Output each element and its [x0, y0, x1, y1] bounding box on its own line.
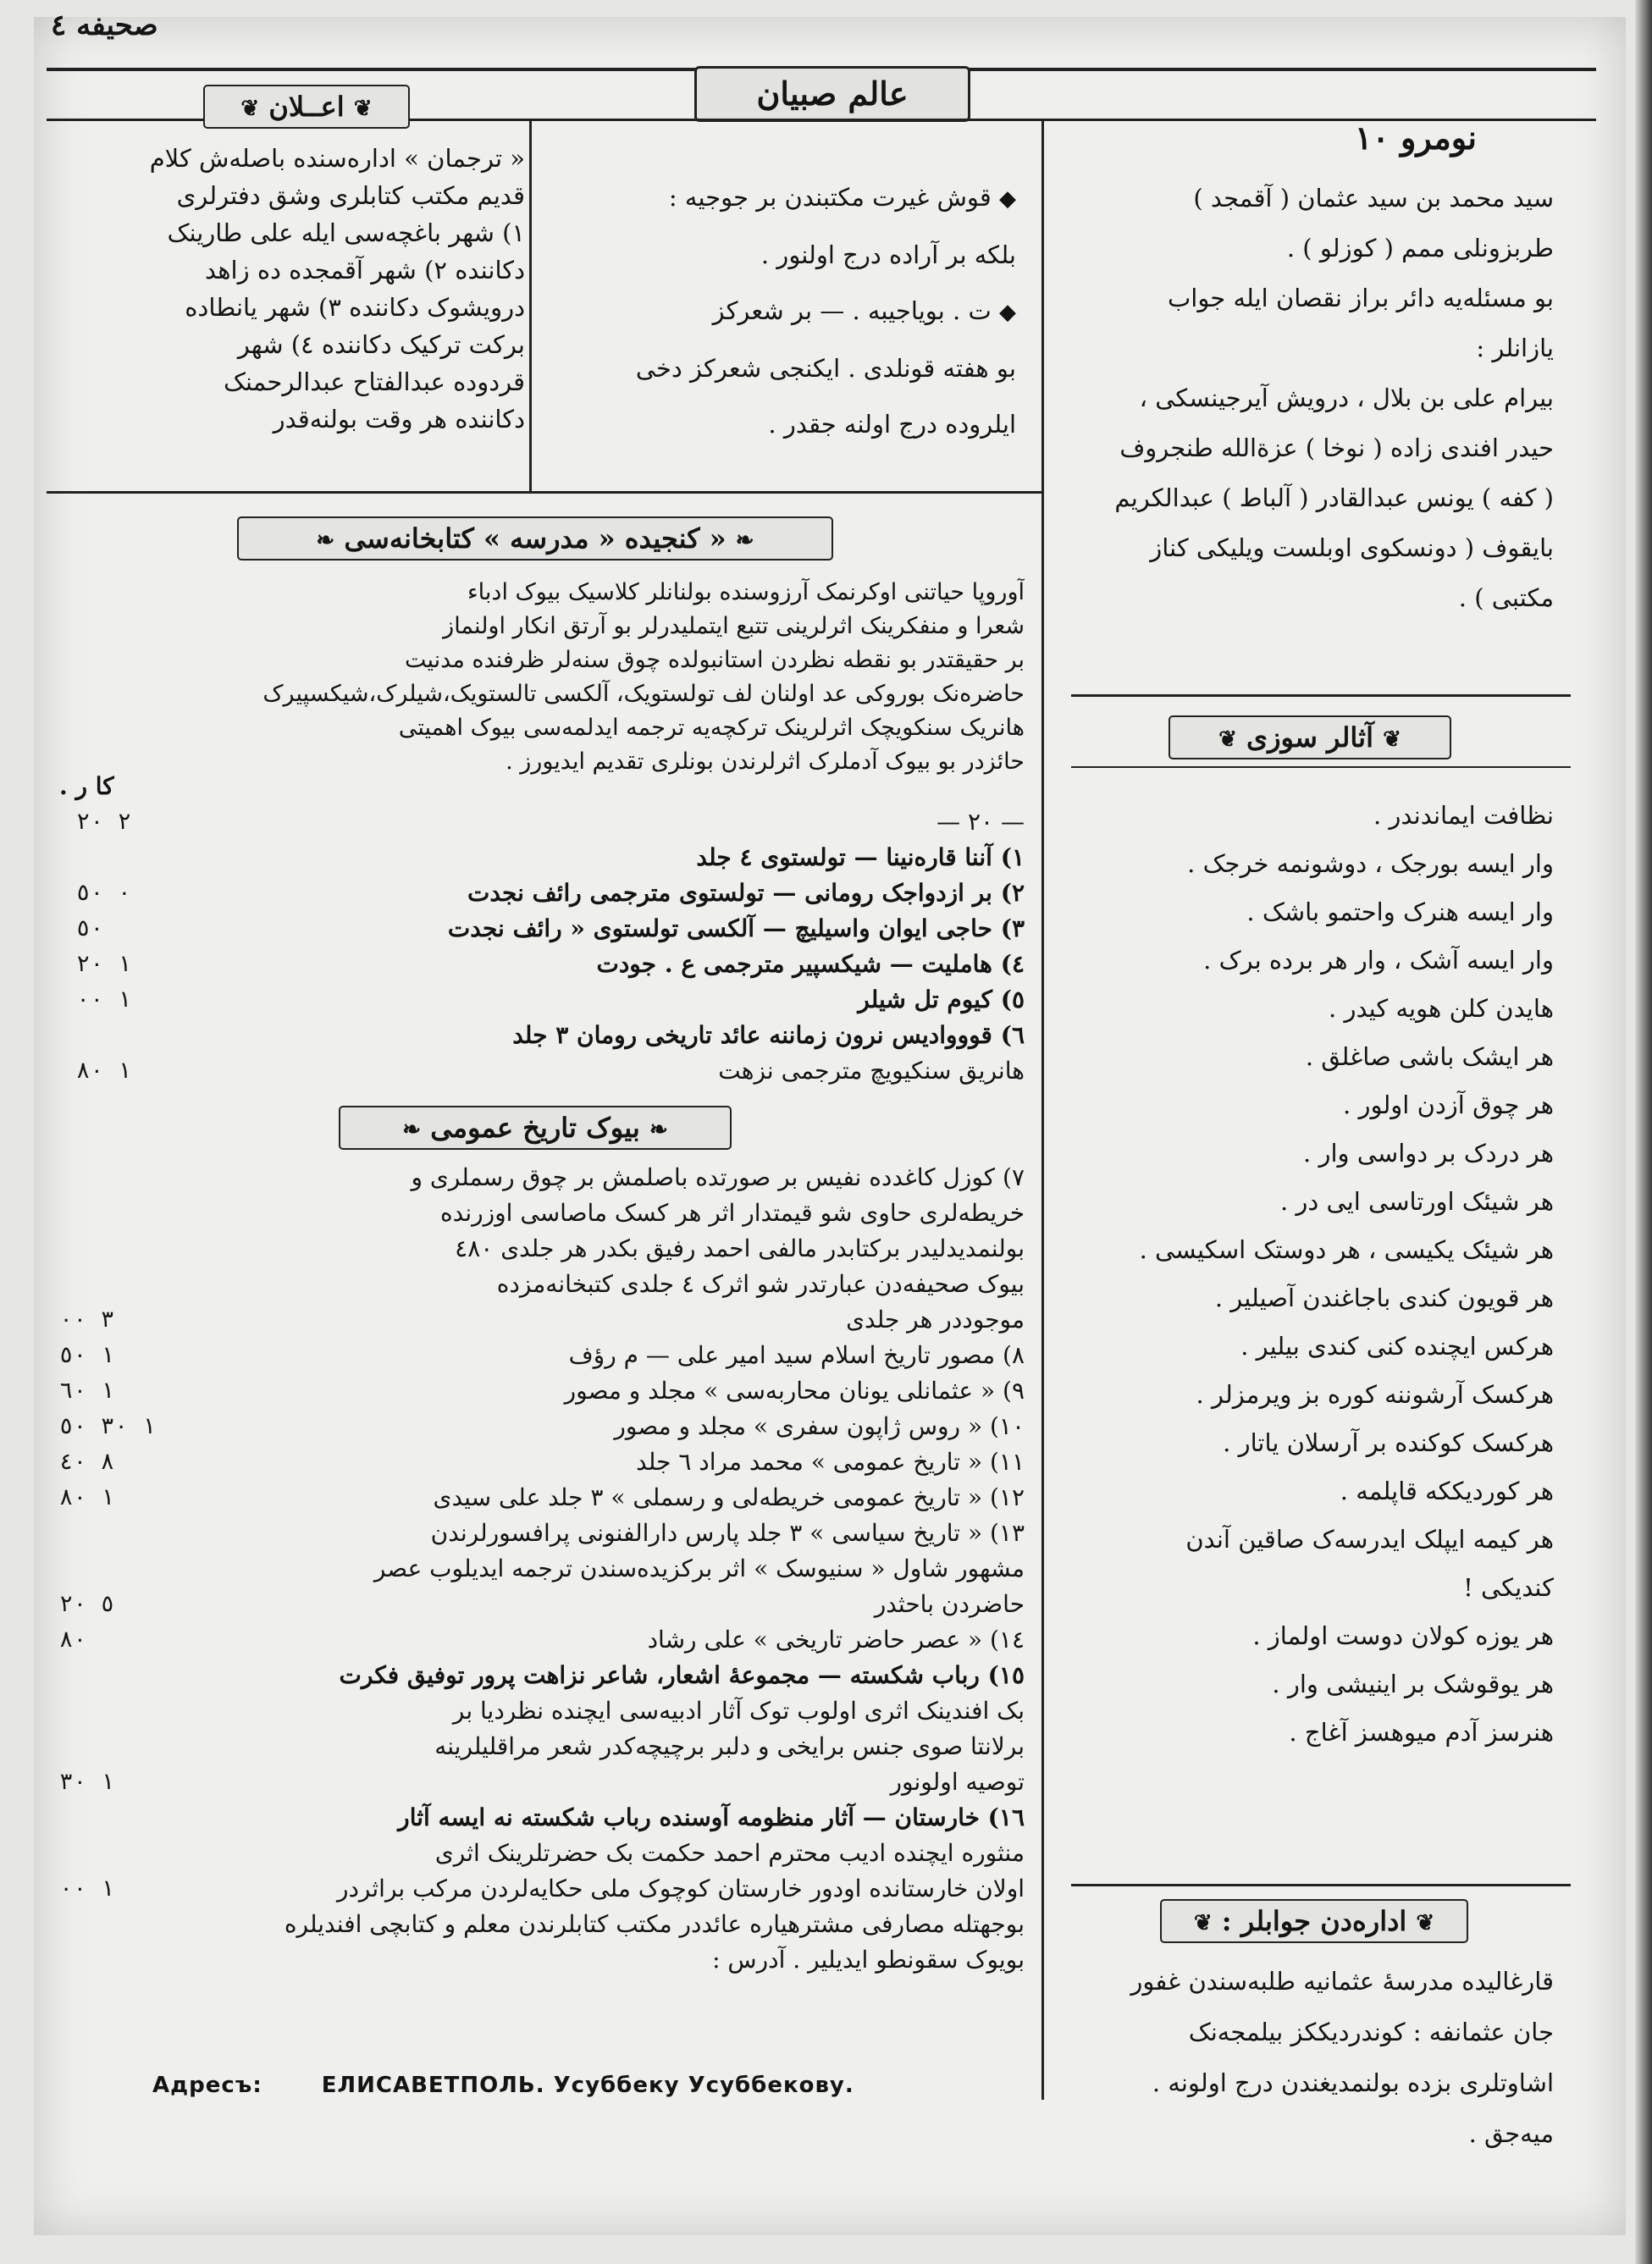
- proverb-line: هر کیمه ایپلک ایدرسەک صاقین آندن: [1185, 1525, 1554, 1554]
- proverb-line: هر قویون کندی باجاغندن آصیلیر .: [1214, 1284, 1554, 1312]
- proverb-line: وار ایسه آشک ، وار هر برده برک .: [1203, 946, 1554, 975]
- row-text: اولان خارستانده اودور خارستان کوچوک ملی حکایەلردن مرکب براثردر: [336, 1875, 1025, 1902]
- ornament-left-icon: ❦: [1416, 1910, 1435, 1936]
- item-title: ٦) قووواديس نرون زماننه عائد تاریخی رومان ٣ جلد: [512, 1021, 1025, 1049]
- proverb-line: کندیکی !: [1463, 1573, 1554, 1602]
- row-price: ١ ٣٠: [59, 1769, 115, 1795]
- intro-line: بر حقیقتدر بو نقطه نظردن استانبولده چوق سنەلر ظرفنده مدنیت: [404, 647, 1025, 673]
- reply-line: جان عثمانفه : کوندردیککز بیلمجەنک: [1188, 2018, 1554, 2046]
- ornament-left-icon: ❧: [649, 1117, 668, 1143]
- history-row: [59, 1409, 1025, 1444]
- solver-line: مکتبی ) .: [1458, 583, 1554, 612]
- ilan-line: دکانندە ٢) شهر آقمجده دە زاهد: [205, 256, 525, 284]
- ornament-right-icon: ❦: [1193, 1910, 1213, 1936]
- athar-rule: [1071, 766, 1571, 768]
- ornament-left-icon: ❧: [735, 527, 754, 554]
- publication-title: عالم صبیان: [694, 66, 970, 122]
- history-row: [59, 1693, 1025, 1729]
- page-label: صحیفه ٤: [51, 8, 158, 42]
- column-divider-top: [529, 119, 532, 491]
- row-text: بوجهتله مصارفی مشترهیاره عائددر مکتب کتابلرندن معلم و کتابچی افندیلره: [284, 1910, 1025, 1938]
- notice-line: بلکه بر آراده درج اولنور .: [760, 240, 1016, 269]
- diamond-bullet-icon: ◆: [999, 186, 1016, 212]
- row-text: بویوک سقونطو ایدیلیر . آدرس :: [712, 1946, 1025, 1974]
- row-text: بولنمدیدلیدر برکتابدر مالفی احمد رفیق بکدر هر جلدی ٤٨٠: [455, 1234, 1025, 1262]
- ilan-line: درویشوک دکاننده ٣) شهر یانطاده: [185, 293, 525, 322]
- notice-line: [542, 169, 1016, 227]
- replies-title: [1160, 1899, 1468, 1943]
- proverbs-body: [1063, 792, 1554, 1757]
- intro-line: هانریک سنکویچک اثرلرینک ترکچەیە ترجمه ایدلمەسی بیوک اهمیتی: [398, 715, 1025, 741]
- ornament-right-icon: ❧: [316, 527, 335, 554]
- address-value: ЕЛИСАВЕТПОЛЬ. Усуббеку Усуббекову.: [321, 2073, 854, 2098]
- intro-line: شعرا و منفکرینک اثرلرینی تتبع ایتملیدرلر بو آرتق انکار اولنماز: [443, 613, 1025, 639]
- solver-line: بیرام علی بن بلال ، درویش آیرجینسکی ،: [1139, 384, 1554, 412]
- notices-body: [542, 169, 1016, 452]
- ornament-left-icon: ❦: [1383, 726, 1401, 753]
- row-text: بک افندینک اثری اولوب توک آثار ادبیەسی ایچنده نظردیا بر: [452, 1697, 1025, 1725]
- row-text: ١٥) رباب شکسته — مجموعهٔ اشعار، شاعر نزاهت پرور توفیق فکرت: [339, 1661, 1025, 1689]
- item-price: ٢ ٢٠: [76, 809, 132, 835]
- history-row: [59, 1729, 1025, 1764]
- notice-line: [542, 283, 1016, 340]
- reply-line: اشاوتلری بزده بولنمدیغندن درج اولونه .: [1152, 2068, 1554, 2097]
- history-row: [59, 1942, 1025, 1978]
- replies-body: [1063, 1956, 1554, 2159]
- replies-title-text: ادارەدن جوابلر :: [1221, 1905, 1407, 1937]
- history-row: [59, 1764, 1025, 1800]
- history-title: [339, 1106, 732, 1150]
- proverb-line: نظافت ایماندندر .: [1373, 801, 1554, 830]
- proverb-line: وار ایسه هنرک واحتمو باشک .: [1246, 897, 1554, 926]
- catalogue-row: [76, 875, 1025, 911]
- proverb-line: هر چوق آزدن اولور .: [1343, 1091, 1554, 1119]
- solver-line: بایقوف ( دونسکوی اوبلست ویلیکی کناز: [1150, 533, 1554, 562]
- proverb-line: هر ایشک باشی صاغلق .: [1305, 1042, 1554, 1071]
- notice-line: ایلروده درج اولنه جقدر .: [768, 410, 1016, 439]
- catalogue-row: [76, 1018, 1025, 1053]
- row-text: ٨) مصور تاریخ اسلام سید امیر علی — م رؤف: [568, 1341, 1025, 1369]
- ilan-line: برکت ترکیک دکانندە ٤) شهر: [237, 330, 525, 359]
- history-row: [59, 1444, 1025, 1480]
- row-text: مشهور شاول « سنیوسک » اثر برکزیدەسندن ترجمه ایدیلوب عصر: [373, 1554, 1025, 1582]
- solver-line: ( کفه ) یونس عبدالقادر ( آلباط ) عبدالکریم: [1114, 483, 1554, 512]
- ilan-line: ١) شهر باغچەسی ایله علی طارینک: [167, 218, 525, 247]
- ilan-body: [51, 140, 525, 438]
- row-price: ٣ ٠٠: [59, 1306, 115, 1333]
- row-price: ١ ٨٠: [59, 1484, 115, 1510]
- history-row: [59, 1800, 1025, 1836]
- row-text: خریطەلری حاوی شو قیمتدار اثر هر کسک ماصاسی اوزرنده: [439, 1199, 1025, 1227]
- history-row: [59, 1338, 1025, 1373]
- row-price: ١ ٠٠: [59, 1875, 115, 1902]
- row-text: ٧) کوزل کاغدده نفیس بر صورتده باصلمش بر چوق رسملری و: [411, 1163, 1025, 1191]
- catalogue-row: [76, 840, 1025, 875]
- currency-header: کا ر .: [59, 772, 114, 800]
- item-price: ٥٠: [76, 915, 104, 941]
- library-title-text: « کنجیده « مدرسه » کتابخانەسی: [344, 522, 727, 555]
- item-price: ٠ ٥٠: [76, 880, 132, 906]
- ilan-title-text: اعــلان: [268, 91, 345, 123]
- notice-text: قوش غیرت مکتبندن بر جوجیه :: [668, 183, 992, 212]
- notice-text: ت . بویاجیبه . — بر شعرکز: [712, 296, 992, 325]
- intro-line: حائزدر بو بیوک آدملرک اثرلرندن بونلری تقدیم ایدیورز .: [506, 748, 1025, 775]
- library-title: [237, 516, 833, 560]
- catalogue-row: [76, 982, 1025, 1018]
- footer-address: [152, 2073, 999, 2107]
- row-price: ١ ٣٠ ٥٠: [59, 1413, 156, 1439]
- item-price: ١ ٠٠: [76, 986, 132, 1013]
- item-title: ٤) هاملیت — شیکسپیر مترجمی ع . جودت: [596, 950, 1025, 978]
- intro-line: حاضرەنک بوروکی عد اولنان لف تولستویک، آلکسی تالستویک،شیلرک،شیکسپیرک: [262, 681, 1025, 707]
- history-row: [59, 1373, 1025, 1409]
- history-row: [59, 1836, 1025, 1871]
- proverb-line: هر کوردیککه قاپلمه .: [1340, 1477, 1554, 1505]
- history-title-text: بیوک تاریخ عمومی: [430, 1112, 640, 1144]
- proverb-line: هر یوزه کولان دوست اولماز .: [1252, 1621, 1554, 1650]
- history-row: [59, 1622, 1025, 1658]
- item-price: ١ ٨٠: [76, 1057, 132, 1084]
- item-title: هانریق سنکیویچ مترجمی نزهت: [718, 1057, 1025, 1085]
- solvers-rule: [1071, 694, 1571, 697]
- row-text: برلانتا صوی جنس برایخی و دلبر برچیچەکدر شعر مراقلیلرینه: [434, 1732, 1025, 1760]
- ornament-left-icon: ❦: [353, 96, 373, 122]
- proverb-line: هرکسک کوکنده بر آرسلان یاتار .: [1223, 1428, 1554, 1457]
- row-text: موجوددر هر جلدی: [846, 1306, 1025, 1334]
- column-divider-main: [1041, 119, 1044, 2100]
- row-price: ١ ٥٠: [59, 1342, 115, 1368]
- athar-title-text: آثالر سوزی: [1246, 721, 1373, 754]
- ilan-line: قدیم مکتب کتابلری وشق دفترلری: [176, 181, 525, 210]
- solver-line: حیدر افندی زاده ( نوخا ) عزةالله طنجروف: [1119, 433, 1554, 462]
- proverb-line: هایدن کلن هویه کیدر .: [1329, 994, 1554, 1023]
- row-text: ١٣) « تاریخ سیاسی » ٣ جلد پارس دارالفنونی پرافسورلرندن: [430, 1519, 1025, 1547]
- row-price: ٨٠: [59, 1626, 87, 1653]
- history-row: [59, 1480, 1025, 1516]
- row-text: ١٢) « تاریخ عمومی خریطەلی و رسملی » ٣ جلد علی سیدی: [433, 1483, 1025, 1511]
- ilan-line: دکاننده هر وقت بولنەقدر: [273, 405, 525, 433]
- proverb-line: هر دردک بر دواسی وار .: [1303, 1139, 1554, 1168]
- solvers-body: [1063, 174, 1554, 623]
- row-text: حاضردن باحثدر: [874, 1590, 1025, 1618]
- proverb-line: هرکس ایچنده کنی کندی بیلیر .: [1240, 1332, 1554, 1361]
- solver-line: یازانلر :: [1476, 334, 1554, 362]
- history-row: [59, 1160, 1025, 1196]
- athar-title: [1169, 715, 1451, 759]
- reply-line: قارغالیده مدرسهٔ عثمانیه طلبەسندن غفور: [1130, 1967, 1554, 1996]
- catalogue-row: [76, 947, 1025, 982]
- history-row: [59, 1302, 1025, 1338]
- issue-number: نومرو ١٠: [1355, 119, 1477, 157]
- history-row: [59, 1516, 1025, 1551]
- top-section-rule: [47, 491, 1041, 494]
- item-title: ١) آننا قارەنینا — تولستوی ٤ جلد: [696, 843, 1025, 871]
- ilan-line: قردوده عبدالفتاح عبدالرحمنک: [223, 367, 525, 396]
- row-text: ١٤) « عصر حاضر تاریخی » علی رشاد: [647, 1626, 1025, 1654]
- page-edge-shadow: [1635, 0, 1652, 2264]
- proverb-line: هر شیئک اورتاسی ایی در .: [1279, 1187, 1554, 1216]
- item-title: ٥) کیوم تل شیلر: [858, 986, 1025, 1013]
- catalogue-row: [76, 804, 1025, 840]
- proverb-line: وار ایسه بورجک ، دوشونمه خرجک .: [1187, 849, 1554, 878]
- solver-line: بو مسئلەیه دائر براز نقصان ایله جواب: [1167, 284, 1554, 312]
- row-text: ١٠) « روس ژاپون سفری » مجلد و مصور: [614, 1412, 1025, 1440]
- item-price: ١ ٢٠: [76, 951, 132, 977]
- item-title: — ٢٠ —: [937, 808, 1025, 836]
- row-price: ٥ ٢٠: [59, 1591, 115, 1617]
- notice-line: بو هفته قونلدی . ایکنجی شعرکز دخی: [635, 354, 1016, 383]
- ilan-title: [203, 85, 410, 129]
- intro-line: آوروپا حیاتنی اوکرنمک آرزوسنده بولنانلر کلاسیک بیوک ادباء: [467, 579, 1025, 605]
- proverb-line: هر شیئک یکیسی ، هر دوستک اسکیسی .: [1139, 1235, 1554, 1264]
- library-intro: [127, 576, 1025, 779]
- row-text: منثوره ایچنده ادیب محترم احمد حکمت بک حضرتلرینک اثری: [434, 1839, 1025, 1867]
- ilan-line: « ترجمان » ادارەسنده باصلەش کلام: [149, 144, 525, 173]
- history-catalogue: [59, 1160, 1025, 1978]
- library-catalogue: [76, 804, 1025, 1089]
- row-text: ١٦) خارستان — آثار منظومه آوسنده رباب شکسته نه ایسه آثار: [398, 1803, 1025, 1831]
- row-text: بیوک صحیفەدن عبارتدر شو اثرک ٤ جلدی کتبخانەمزده: [496, 1270, 1025, 1298]
- row-text: ٩) « عثمانلی یونان محاربەسی » مجلد و مصور: [564, 1377, 1025, 1405]
- row-text: توصیه اولونور: [890, 1768, 1025, 1796]
- item-title: ٣) حاجی ایوان واسیلیچ — آلکسی تولستوی « رائف نجدت: [447, 914, 1025, 942]
- history-row: [59, 1587, 1025, 1622]
- row-price: ١ ٦٠: [59, 1378, 115, 1404]
- catalogue-row: [76, 1053, 1025, 1089]
- ornament-right-icon: ❦: [1218, 726, 1237, 753]
- proverb-line: هرکسک آرشوننه کوره بز ویرمزلر .: [1196, 1380, 1554, 1409]
- item-title: ٢) بر ازدواجک رومانی — تولستوی مترجمی رائف نجدت: [467, 879, 1025, 907]
- address-label: Адресъ:: [152, 2073, 262, 2098]
- proverb-line: هر یوقوشک بر اینیشی وار .: [1272, 1670, 1554, 1698]
- solver-line: سید محمد بن سید عثمان ( آقمجد ): [1193, 184, 1554, 213]
- solver-line: طربزونلی ممم ( کوزلو ) .: [1286, 234, 1554, 262]
- history-row: [59, 1871, 1025, 1907]
- row-text: ١١) « تاریخ عمومی » محمد مراد ٦ جلد: [636, 1448, 1025, 1476]
- row-price: ٨ ٤٠: [59, 1449, 115, 1475]
- ornament-right-icon: ❧: [402, 1117, 422, 1143]
- history-row: [59, 1907, 1025, 1942]
- replies-rule: [1071, 1884, 1571, 1886]
- history-row: [59, 1658, 1025, 1693]
- history-row: [59, 1551, 1025, 1587]
- history-row: [59, 1231, 1025, 1267]
- ornament-right-icon: ❦: [240, 96, 260, 122]
- diamond-bullet-icon: ◆: [999, 300, 1016, 325]
- reply-line: میەجق .: [1468, 2119, 1554, 2148]
- history-row: [59, 1267, 1025, 1302]
- proverb-line: هنرسز آدم میوهسز آغاج .: [1289, 1718, 1554, 1747]
- catalogue-row: [76, 911, 1025, 947]
- history-row: [59, 1196, 1025, 1231]
